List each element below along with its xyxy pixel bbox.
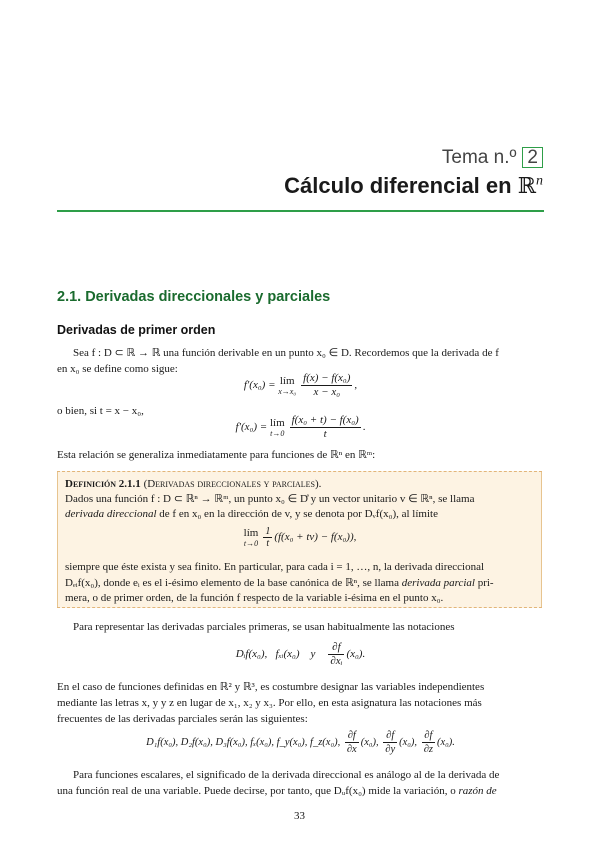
equation-derivative-limit-t: f′(x₀) = lím t→0 $\frac{\text{f(x₀ + t) − f(x₀)}}{t}$ . xyxy=(235,414,366,440)
equation-partial-list: D₁f(x₀), D₂f(x₀), D₃f(x₀), fₓ(x₀), f_y(x₀), f_z(x₀), $\frac{\partial f}{\partial x}$ (x₀), $\frac{\partial f}{\partial y}$ (x₀), $\frac{\partial f}{\partial z}$ (x₀). xyxy=(146,730,455,755)
definition-line: mera, o de primer orden, de la función f respecto de la variable i-ésima en el punto x₀. xyxy=(65,592,444,604)
paragraph-line: o bien, si t = x − x₀, xyxy=(57,405,144,417)
chapter-title xyxy=(284,173,543,199)
paragraph-line: En el caso de funciones definidas en ℝ² y ℝ³, es costumbre designar las variables independientes xyxy=(57,681,485,693)
paragraph-line: Sea f : D ⊂ ℝ → ℝ una función derivable en un punto x₀ ∈ D. Recordemos que la derivada de f xyxy=(73,347,499,359)
chapter-title-text: Cálculo diferencial en xyxy=(284,173,512,198)
definition-equation: lím t→0 $\frac{1}{t}$ (f(x₀ + tv) − f(x₀)), xyxy=(243,526,357,549)
paragraph-line: una función real de una variable. Puede decirse, por tanto, que Dᵤf(x₀) mide la variación, o razón de xyxy=(57,785,497,797)
equation-derivative-limit: f′(x₀) = lím x→x₀ $\frac{\text{f(x) − f(x₀)}}{\text{x − x₀}}$ , xyxy=(243,372,358,398)
paragraph-line: Para funciones escalares, el significado de la derivada direccional es análogo al de la derivada de xyxy=(73,769,500,781)
chapter-label-text: Tema n.º xyxy=(441,147,517,168)
chapter-title-symbol: ℝ xyxy=(517,174,536,199)
equation-fraction: $\frac{\text{f(x) − f(x₀)}}{\text{x − x₀}}$ xyxy=(303,372,351,398)
chapter-title-exponent: n xyxy=(536,173,543,189)
subsection-title: Derivadas de primer orden xyxy=(57,323,216,337)
definition-box-top-border xyxy=(57,471,542,473)
equation-fraction: $\frac{1}{t}$ xyxy=(265,526,271,549)
limit-operator: lím t→0 xyxy=(269,417,285,438)
section-title: 2.1. Derivadas direccionales y parciales xyxy=(57,289,331,305)
definition-term: derivada direccional xyxy=(65,508,157,520)
chapter-label xyxy=(442,147,543,169)
equation-fraction: $\frac{\partial f}{\partial z}$ xyxy=(423,730,433,755)
definition-term: derivada parcial xyxy=(401,577,475,589)
equation-fraction: $\frac{\partial f}{\text{∂xᵢ}}$ xyxy=(330,641,343,667)
equation-partial-notations: Dᵢf(x₀), fₓᵢ(x₀) y $\frac{\partial f}{\text{∂xᵢ}}$ (x₀). xyxy=(235,641,366,667)
chapter-rule xyxy=(57,210,544,212)
definition-line: Dₑᵢf(x₀), donde eᵢ es el i-ésimo elemento de la base canónica de ℝⁿ, se llama derivada parcial pri- xyxy=(65,577,494,589)
paragraph-line: mediante las letras x, y y z en lugar de x₁, x₂ y x₃. Por ello, en esta asignatura las notaciones más xyxy=(57,697,482,709)
limit-operator: lím t→0 xyxy=(243,527,259,548)
definition-line: derivada direccional de f en x₀ en la dirección de v, y se denota por Dᵥf(x₀), al límite xyxy=(65,508,438,520)
paragraph-line: frecuentes de las derivadas parciales serán las siguientes: xyxy=(57,713,308,725)
definition-label: Definición 2.1.1 xyxy=(65,478,141,490)
paragraph-line: en x₀ se define como sigue: xyxy=(57,363,178,375)
definition-name: (Derivadas direccionales y parciales). xyxy=(143,478,322,490)
definition-box-bottom-border xyxy=(57,607,542,609)
limit-operator: lím x→x₀ xyxy=(278,375,297,396)
chapter-number-box: 2 xyxy=(522,147,543,168)
page-number: 33 xyxy=(294,810,305,822)
definition-line: Dados una función f : D ⊂ ℝⁿ → ℝᵐ, un punto x₀ ∈ D̊ y un vector unitario v ∈ ℝⁿ, se llama xyxy=(65,493,475,505)
definition-line: siempre que éste exista y sea finito. En particular, para cada i = 1, …, n, la derivada direccional xyxy=(65,561,485,573)
equation-lhs: f′(x₀) = xyxy=(243,379,279,392)
paragraph-line: Para representar las derivadas parciales primeras, se usan habitualmente las notaciones xyxy=(73,621,455,633)
equation-fraction: $\frac{\partial f}{\partial x}$ xyxy=(346,730,357,755)
definition-heading xyxy=(65,476,535,492)
paragraph-line: Esta relación se generaliza inmediatamente para funciones de ℝⁿ en ℝᵐ: xyxy=(57,449,376,461)
equation-fraction: $\frac{\text{f(x₀ + t) − f(x₀)}}{t}$ xyxy=(291,414,359,440)
equation-fraction: $\frac{\partial f}{\partial y}$ xyxy=(385,730,396,755)
paragraph-term: razón de xyxy=(458,785,497,797)
equation-lhs: f′(x₀) = xyxy=(235,421,270,434)
